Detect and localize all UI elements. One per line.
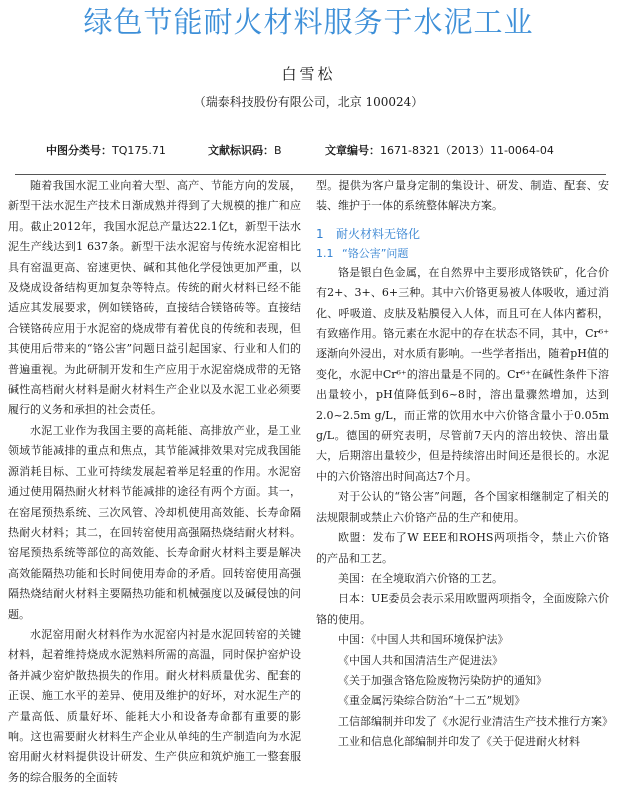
author-affiliation: （瑞泰科技股份有限公司，北京 100024） bbox=[193, 95, 424, 109]
paragraph: 水泥窑用耐火材料作为水泥窑内衬是水泥回转窑的关键材料，起着维持烧成水泥熟料所需的高温，同时保护窑炉设备并减少窑炉散热损失的作用。耐火材料质量优劣、配套的正误、施工水平的差异、使用及维护的好坏，对水泥生产的产量高低、质量好坏、能耗大小和设备寿命都有重要的影响。这也需要耐火材料生产企业从单纯的生产制造向为水泥窑用耐火材料提供设计研发、生产供应和筑炉施工一整套服务的综合服务的全面转 bbox=[8, 627, 301, 784]
subsection-title: “铬公害”问题 bbox=[342, 246, 409, 260]
paragraph: 随着我国水泥工业向着大型、高产、节能方向的发展，新型干法水泥生产技术日渐成熟并得到了大规模的推广和应用。截止2012年，我国水泥总产量达22.1亿t，新型干法水泥生产线达到1 637条。新型干法水泥窑与传统水泥窑相比具有窑温更高、窑速更快、碱和其他化学侵蚀更加严重，以及烧成设备结构更加复杂等特点。传统的耐火材料已经不能适应其发展要求，例如镁铬砖，直接结合镁铬砖等。直接结合镁铬砖应用于水泥窑的烧成带有着优良的传统和表现，但其使用后带来的“铬公害”问题日益引起国家、行业和人们的普遍重视。为此研制开发和生产应用于水泥窑烧成带的无铬碱性高档耐火材料是耐火材料生产企业以及水泥工业必须要履行的义务和承担的社会责任。 bbox=[8, 179, 301, 417]
paragraph: 铬是银白色金属，在自然界中主要形成铬铁矿，化合价有2+、3+、6+三种。其中六价铬更易被人体吸收，通过消化、呼吸道、皮肤及粘膜侵入人体，而且可在人体内蓄积，有致癌作用。铬元素在水泥中的存在状态不同，其中，Cr⁶⁺逐渐向外浸出，对水质有影响。一些学者指出，随着pH值的变化，水泥中Cr⁶⁺的溶出量是不同的。Cr⁶⁺在碱性条件下溶出量较小，pH值降低到6~8时，溶出量骤然增加，达到2.0~2.5m g/L，而正常的饮用水中六价铬含量小于0.05m g/L。德国的研究表明，尽管前7天内的溶出较快、溶出量大，后期溶出量较少，但是持续溶出时间还是很长的。水泥中的六价铬溶出时间高达7个月。 bbox=[316, 265, 609, 483]
paragraph: 对于公认的“铬公害”问题，各个国家相继制定了相关的法规限制或禁止六价铬产品的生产和使用。 bbox=[316, 490, 609, 524]
law-item: 中国：《中国人共和国环境保护法》 bbox=[338, 633, 509, 647]
law-item: 《中国人共和国清洁生产促进法》 bbox=[338, 653, 503, 667]
paragraph: 日本：UE委员会表示采用欧盟两项指令，全面废除六价铬的使用。 bbox=[316, 592, 609, 626]
section-heading bbox=[316, 223, 609, 245]
article-title: 绿色节能耐火材料服务于水泥工业 bbox=[83, 5, 534, 39]
paragraph: 水泥工业作为我国主要的高耗能、高排放产业，是工业领域节能减排的重点和焦点，其节能减排效果对完成我国能源消耗目标、工业可持续发展起着举足轻重的作用。水泥窑通过使用隔热耐火材料节能减排的途径有两个方面。其一，在窑尾预热系统、三次风管、冷却机使用高效能、长寿命隔热耐火材料；其二，在回转窑使用高强隔热烧结耐火材料。窑尾预热系统等部位的高效能、长寿命耐火材料主要是解决高效能隔热功能和长时间使用寿命的矛盾。回转窑使用高强隔热烧结耐火材料主要隔热功能和机械强度以及碱侵蚀的问题。 bbox=[8, 423, 301, 621]
right-column bbox=[316, 176, 613, 753]
clc-label: 中图分类号： bbox=[46, 144, 112, 157]
article-value: 1671-8321（2013）11-0064-04 bbox=[380, 144, 554, 157]
paragraph: 欧盟：发布了W EEE和ROHS两项指令，禁止六价铬的产品和工艺。 bbox=[316, 531, 609, 565]
section-number: 1 bbox=[316, 226, 324, 241]
clc-value: TQ175.71 bbox=[112, 144, 166, 157]
document-code bbox=[208, 143, 282, 159]
paragraph: 美国：在全境取消六价铬的工艺。 bbox=[338, 571, 503, 585]
article-label: 文章编号： bbox=[325, 144, 380, 157]
author-name: 白雪松 bbox=[281, 65, 336, 83]
article-number bbox=[325, 143, 554, 159]
doc-label: 文献标识码： bbox=[208, 144, 274, 157]
paragraph-continuation: 型。提供为客户量身定制的集设计、研发、制造、配套、安装、维护于一体的系统整体解决方案。 bbox=[316, 179, 609, 213]
paragraph: 工信部编制并印发了《水泥行业清洁生产技术推行方案》 bbox=[338, 714, 613, 728]
paragraph: 工业和信息化部编制并印发了《关于促进耐火材料 bbox=[338, 735, 580, 749]
subsection-number: 1.1 bbox=[316, 246, 334, 260]
header-rule bbox=[15, 174, 606, 175]
subsection-heading bbox=[316, 245, 609, 263]
left-column bbox=[8, 176, 301, 788]
law-item: 《重金属污染综合防治“十二五”规划》 bbox=[338, 694, 526, 708]
law-item: 《关于加强含铬危险废物污染防护的通知》 bbox=[338, 673, 547, 687]
section-title: 耐火材料无铬化 bbox=[336, 226, 421, 241]
doc-value: B bbox=[274, 144, 282, 157]
clc-number bbox=[46, 143, 166, 159]
